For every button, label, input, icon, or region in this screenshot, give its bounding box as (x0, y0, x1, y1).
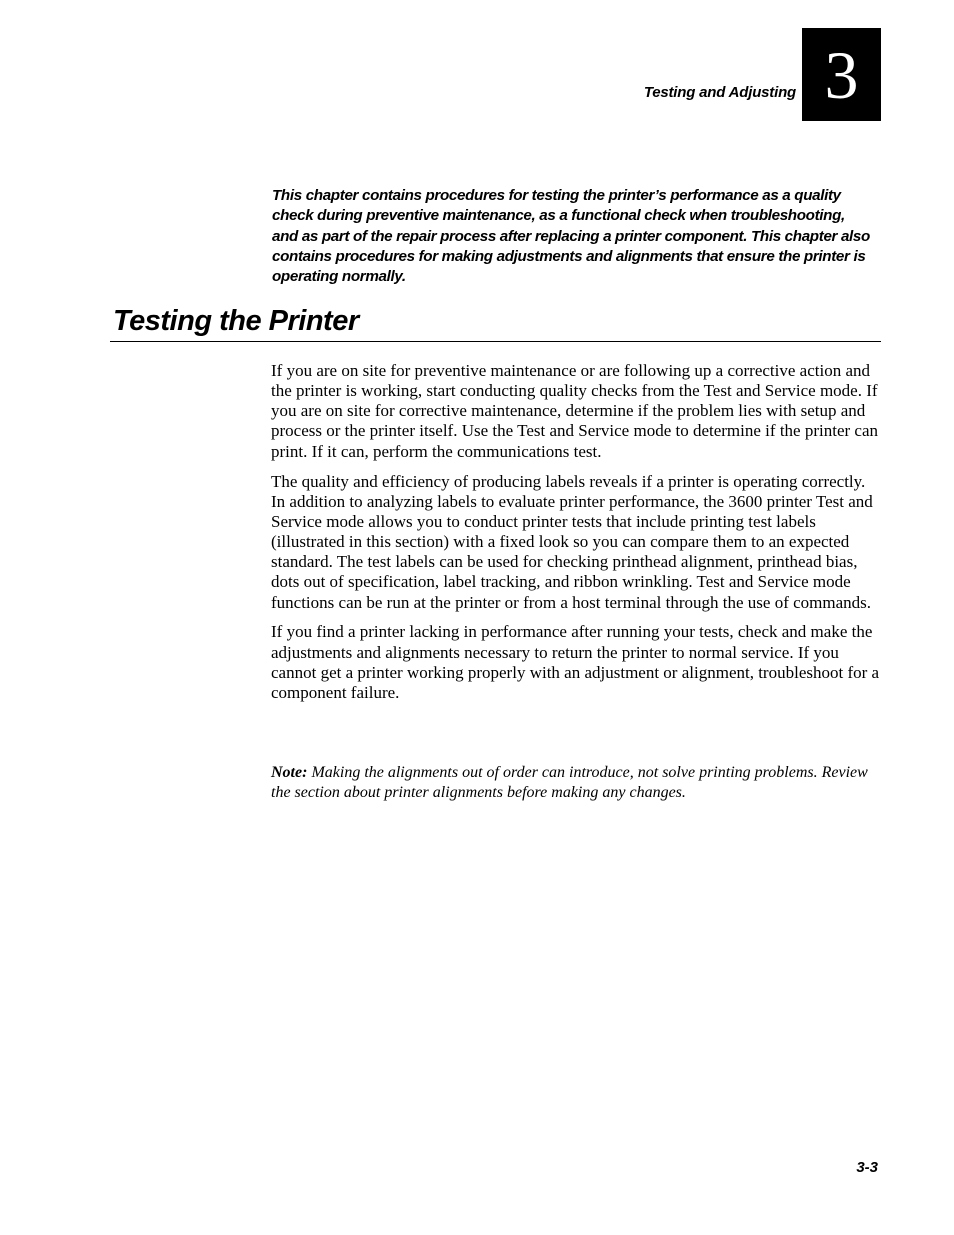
note-label: Note: (271, 764, 308, 781)
body-paragraph: If you are on site for preventive maintenance or are following up a corrective action and the printer is working, start conducting quality checks from the Test and Service mode. If you are on site for corrective maintenance, determine if the problem lies with setup and process or the printer itself. Use the Test and Service mode to determine if the printer can print. If it can, perform the communications test. (271, 361, 878, 461)
section-heading: Testing the Printer (113, 305, 359, 337)
chapter-number-tab: 3 (802, 28, 881, 121)
page-number: 3-3 (856, 1159, 878, 1176)
body-paragraph: If you find a printer lacking in performance after running your tests, check and make the adjustments and alignments necessary to return the printer to normal service. If you cannot get a printer working properly with an adjustment or alignment, troubleshoot for a component failure. (271, 622, 880, 702)
chapter-header-title: Testing and Adjusting (643, 84, 796, 101)
section-divider (110, 341, 881, 342)
body-paragraph: The quality and efficiency of producing labels reveals if a printer is operating correctly. In addition to analyzing labels to evaluate printer performance, the 3600 printer Test and Service mode allows you to conduct printer tests that include printing test labels (illustrated in this section) with a fixed look so you can compare them to an expected standard. The test labels can be used for checking printhead alignment, printhead bias, dots out of specification, label tracking, and ribbon wrinkling. Test and Service mode functions can be run at the printer or from a host terminal through the use of commands. (271, 471, 873, 612)
section-body (271, 361, 883, 713)
note (271, 763, 883, 803)
note-text: Making the alignments out of order can introduce, not solve printing problems. Review the section about printer alignments before making any changes. (271, 764, 868, 802)
chapter-intro: This chapter contains procedures for testing the printer’s performance as a quality check during preventive maintenance, as a functional check when troubleshooting, and as part of the repair process after replacing a printer component. This chapter also contains procedures for making adjustments and alignments that ensure the printer is operating normally. (272, 187, 870, 286)
